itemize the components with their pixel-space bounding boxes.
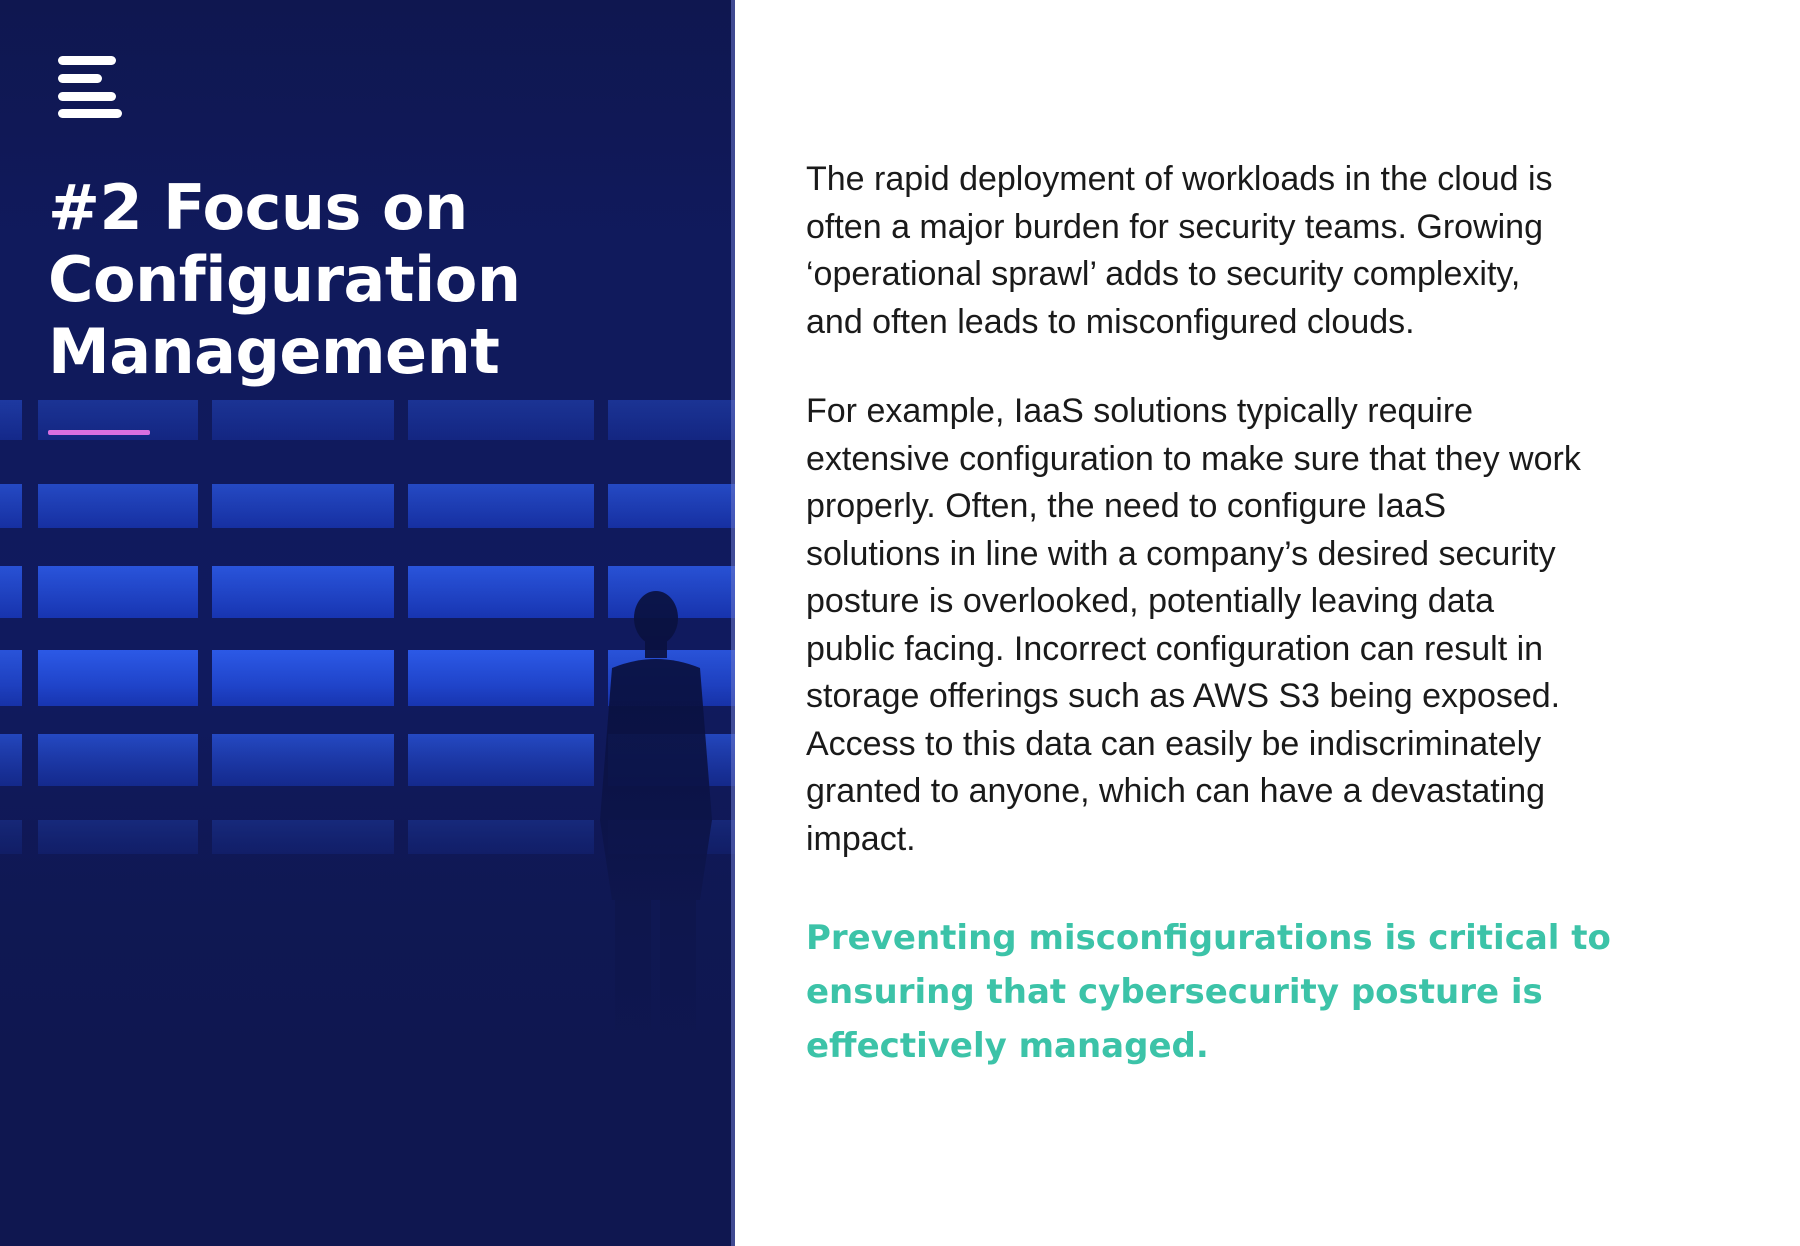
section-title-line: #2 Focus on xyxy=(48,171,468,244)
section-title-line: Configuration xyxy=(48,243,521,316)
text-line: ‘operational sprawl’ adds to security complexity, xyxy=(806,255,1521,293)
left-hero-panel xyxy=(0,0,735,1246)
text-line: storage offerings such as AWS S3 being exposed. xyxy=(806,677,1561,715)
highlight-callout xyxy=(806,911,1686,1073)
text-line: Access to this data can easily be indiscriminately xyxy=(806,724,1542,763)
intro-paragraph xyxy=(806,156,1686,346)
text-line: For example, IaaS solutions typically require xyxy=(806,392,1474,430)
stacked-bars-logo-icon xyxy=(58,56,122,118)
body-content xyxy=(806,156,1686,1073)
text-line: often a major burden for security teams. Growing xyxy=(806,207,1543,246)
text-line: extensive configuration to make sure that they work xyxy=(806,439,1581,478)
text-line: The rapid deployment of workloads in the cloud is xyxy=(806,160,1553,198)
title-accent-divider xyxy=(48,430,150,435)
text-line: and often leads to misconfigured clouds. xyxy=(806,302,1415,341)
section-title-line: Management xyxy=(48,315,500,388)
callout-line: Preventing misconfigurations is critical to xyxy=(806,918,1611,958)
section-title xyxy=(48,172,708,388)
text-line: public facing. Incorrect configuration can result in xyxy=(806,629,1544,668)
text-line: solutions in line with a company’s desired security xyxy=(806,534,1556,573)
text-line: impact. xyxy=(806,819,916,858)
text-line: properly. Often, the need to configure IaaS xyxy=(806,487,1447,525)
callout-line: effectively managed. xyxy=(806,1026,1209,1066)
text-line: granted to anyone, which can have a devastating xyxy=(806,772,1546,810)
example-paragraph xyxy=(806,388,1686,863)
text-line: posture is overlooked, potentially leaving data xyxy=(806,582,1494,620)
callout-line: ensuring that cybersecurity posture is xyxy=(806,972,1543,1012)
panel-divider xyxy=(731,0,735,1246)
